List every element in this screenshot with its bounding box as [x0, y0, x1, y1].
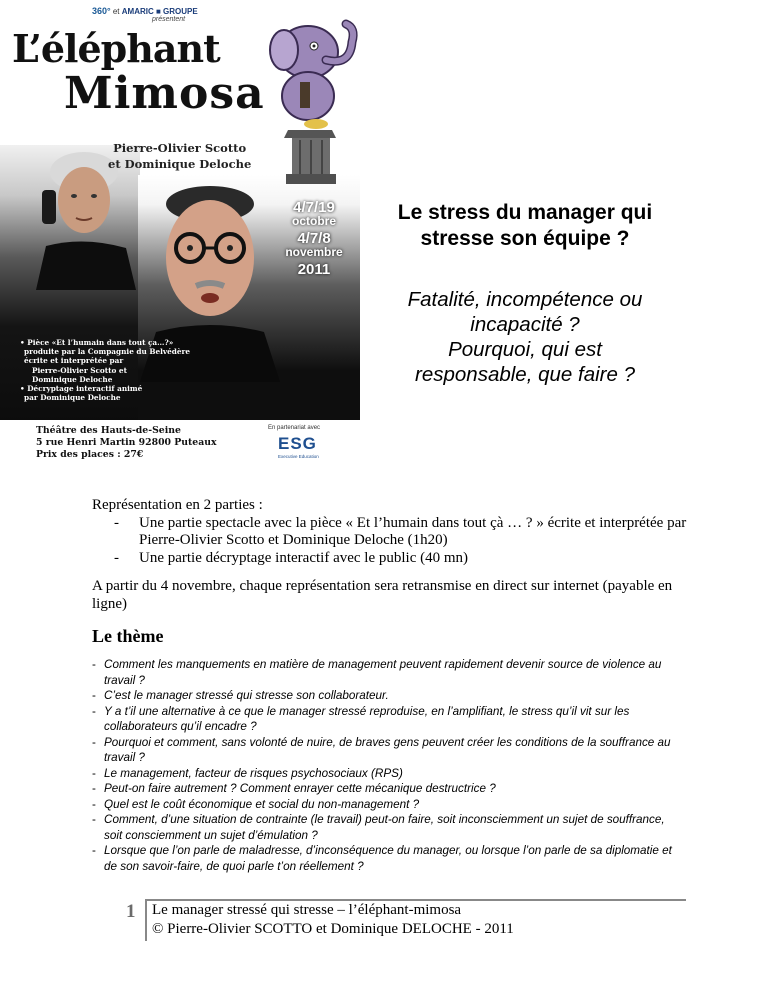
esg-logo: ESG — [278, 434, 317, 453]
info-line: produite par la Compagnie du Belvédère — [24, 347, 191, 357]
questions-block — [372, 287, 678, 387]
theme-list — [92, 657, 677, 874]
theme-heading: Le thème — [92, 626, 164, 646]
info-line: Dominique Deloche — [32, 374, 113, 384]
theme-item: - Comment, d’une situation de contrainte (le travail) peut-on faire, soit inconsciemment un sujet de souffrance, soit consciemment un sujet d’émulation ? — [92, 813, 665, 842]
page-number: 1 — [126, 901, 136, 922]
questions-line2: incapacité ? — [470, 313, 580, 336]
theme-item-text: Le management, facteur de risques psychosociaux (RPS) — [104, 766, 403, 780]
poster-title-line2: Mimosa — [64, 68, 265, 119]
performance-dates — [272, 200, 356, 277]
poster-authors — [108, 140, 251, 172]
theme-item: - Pourquoi et comment, sans volonté de nuire, de braves gens peuvent créer les conditions de la souffrance au travail ? — [92, 735, 671, 764]
info-line: Pierre-Olivier Scotto et — [32, 365, 127, 375]
theme-item: - Le management, facteur de risques psychosociaux (RPS) — [92, 766, 403, 780]
theme-item-text: Pourquoi et comment, sans volonté de nuire, de braves gens peuvent créer les conditions de la souffrance au travail ? — [104, 735, 671, 764]
elephant-illustration — [262, 12, 360, 187]
theme-item-text: Y a t’il une alternative à ce que le manager stressé reproduise, en l’amplifiant, le stress qu’il vit sur les collaborateurs qu’il encadre ? — [104, 704, 630, 733]
authors-line2: et Dominique Deloche — [108, 157, 252, 171]
logo-amaric: AMARIC ■ GROUPE — [121, 7, 198, 16]
dates-november-days: 4/7/8 — [297, 230, 331, 247]
poster-title-line1: L’éléphant — [12, 26, 220, 71]
intro-item-text: Une partie décryptage interactif avec le public (40 mn) — [139, 549, 469, 566]
headline-line1: Le stress du manager qui — [397, 201, 653, 224]
theme-item-text: C’est le manager stressé qui stresse son collaborateur. — [104, 689, 389, 702]
intro-heading: Représentation en 2 parties : — [92, 497, 263, 513]
intro-item: - Une partie spectacle avec la pièce « Et l’humain dans tout çà … ? » écrite et interprétée par Pierre-Olivier Scotto et Dominique Deloche (1h20) — [114, 514, 687, 548]
theme-item: - C’est le manager stressé qui stresse son collaborateur. — [92, 689, 389, 702]
questions-line1: Fatalité, incompétence ou — [407, 288, 643, 311]
theme-item-text: Comment les manquements en matière de management peuvent rapidement devenir source de violence au travail ? — [104, 658, 662, 687]
venue-address: 5 rue Henri Martin 92800 Puteaux — [36, 437, 217, 448]
partner-label: En partenariat avec — [268, 425, 321, 431]
dates-october-month: octobre — [291, 214, 336, 228]
info-line: par Dominique Deloche — [24, 393, 121, 403]
logo-and: et — [112, 7, 120, 16]
dates-year: 2011 — [297, 261, 331, 278]
esg-subtitle: Executive Education — [278, 454, 319, 459]
questions-line3: Pourquoi, qui est — [448, 338, 602, 361]
theme-item-text: Lorsque que l’on parle de maladresse, d’inconséquence du manager, ou lorsque l’on parle de sa diplomatie et de son savoir-faire, de quoi parle t’on réellement ? — [104, 844, 672, 873]
theme-item-text: Comment, d’une situation de contrainte (le travail) peut-on faire, soit inconsciemment un sujet de souffrance, soit consciemment un sujet d’émulation ? — [104, 813, 665, 842]
headline — [372, 200, 678, 252]
poster-info-list — [20, 338, 190, 402]
headline-line2: stresse son équipe ? — [420, 227, 630, 250]
presents-label: présentent — [152, 16, 186, 23]
logo-360: 360° — [92, 6, 111, 16]
dates-october-days: 4/7/19 — [293, 199, 335, 216]
theme-item: - Y a t’il une alternative à ce que le manager stressé reproduise, en l’amplifiant, le stress qu’il vit sur les collaborateurs qu’il encadre ? — [92, 704, 630, 733]
theme-item: - Comment les manquements en matière de management peuvent rapidement devenir source de violence au travail ? — [92, 658, 662, 687]
poster-venue-block — [0, 420, 360, 468]
info-line: • Décryptage interactif animé — [20, 384, 143, 394]
intro-item-text: Une partie spectacle avec la pièce « Et l’humain dans tout çà … ? » écrite et interprétée par Pierre-Olivier Scotto et Dominique Deloche (1h20) — [139, 514, 687, 548]
live-broadcast-paragraph: A partir du 4 novembre, chaque représentation sera retransmise en direct sur internet (payable en ligne) — [92, 578, 673, 612]
theme-item: - Lorsque que l’on parle de maladresse, d’inconséquence du manager, ou lorsque l’on parle de sa diplomatie et de son savoir-faire, de quoi parle t’on réellement ? — [92, 844, 672, 873]
venue-price: Prix des places : 27€ — [36, 449, 144, 460]
theme-item: - Peut-on faire autrement ? Comment enrayer cette mécanique destructrice ? — [92, 782, 496, 795]
venue-name: Théâtre des Hauts-de-Seine — [36, 425, 181, 436]
poster-image — [0, 0, 360, 468]
info-line: écrite et interprétée par — [24, 356, 124, 366]
intro-list — [92, 515, 692, 568]
footer-line1: Le manager stressé qui stresse – l’éléphant-mimosa — [152, 902, 462, 918]
info-line: • Pièce «Et l’humain dans tout ça…?» — [20, 338, 174, 347]
authors-line1: Pierre-Olivier Scotto — [113, 141, 247, 155]
producer-logos — [92, 6, 198, 23]
theme-item-text: Peut-on faire autrement ? Comment enrayer cette mécanique destructrice ? — [104, 782, 496, 795]
intro-item: - Une partie décryptage interactif avec le public (40 mn) — [114, 549, 469, 566]
footer-line2: © Pierre-Olivier SCOTTO et Dominique DELOCHE - 2011 — [152, 921, 514, 937]
dates-november-month: novembre — [285, 245, 343, 259]
footer-vertical-rule — [145, 899, 147, 941]
representation-intro — [92, 497, 692, 567]
theme-item-text: Quel est le coût économique et social du non-management ? — [104, 797, 420, 811]
footer-text — [152, 901, 514, 939]
venue-info — [36, 425, 217, 461]
theme-item: - Quel est le coût économique et social du non-management ? — [92, 797, 420, 811]
questions-line4: responsable, que faire ? — [415, 363, 635, 386]
